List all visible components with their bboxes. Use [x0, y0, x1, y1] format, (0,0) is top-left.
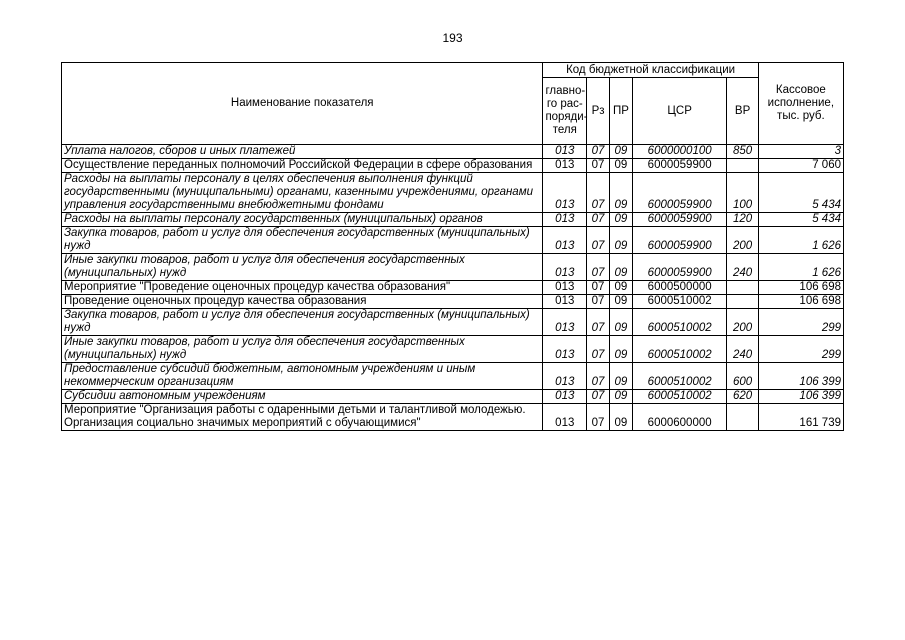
header-target-article: ЦСР: [632, 78, 727, 145]
row-main-manager-code: 013: [543, 295, 587, 309]
row-subsection-code: 09: [609, 254, 632, 281]
table-row: [62, 254, 844, 281]
row-subsection-code: 09: [609, 281, 632, 295]
row-cash-execution: 1 626: [758, 227, 843, 254]
table-row: [62, 173, 844, 213]
row-section-code: 07: [587, 390, 610, 404]
row-cash-execution: 3: [758, 145, 843, 159]
row-section-code: 07: [587, 363, 610, 390]
row-section-code: 07: [587, 404, 610, 431]
row-section-code: 07: [587, 295, 610, 309]
row-main-manager-code: 013: [543, 159, 587, 173]
header-cash-execution: Кассовое исполнение, тыс. руб.: [758, 63, 843, 145]
row-target-article-code: 6000510002: [632, 295, 727, 309]
row-name: Закупка товаров, работ и услуг для обеспечения государственных (муниципальных) нужд: [62, 309, 543, 336]
table-row: [62, 363, 844, 390]
row-name: Расходы на выплаты персоналу государственных (муниципальных) органов: [62, 213, 543, 227]
row-cash-execution: 161 739: [758, 404, 843, 431]
row-main-manager-code: 013: [543, 254, 587, 281]
row-expense-type-code: 850: [727, 145, 758, 159]
row-cash-execution: 299: [758, 336, 843, 363]
row-name: Закупка товаров, работ и услуг для обеспечения государственных (муниципальных) нужд: [62, 227, 543, 254]
row-subsection-code: 09: [609, 159, 632, 173]
row-section-code: 07: [587, 159, 610, 173]
row-expense-type-code: 600: [727, 363, 758, 390]
row-name: Иные закупки товаров, работ и услуг для обеспечения государственных (муниципальных) нужд: [62, 254, 543, 281]
row-target-article-code: 6000059900: [632, 254, 727, 281]
row-expense-type-code: 240: [727, 254, 758, 281]
table-row: [62, 295, 844, 309]
row-subsection-code: 09: [609, 363, 632, 390]
row-cash-execution: 106 698: [758, 281, 843, 295]
header-name: Наименование показателя: [62, 63, 543, 145]
row-section-code: 07: [587, 309, 610, 336]
row-cash-execution: 5 434: [758, 173, 843, 213]
row-subsection-code: 09: [609, 390, 632, 404]
row-cash-execution: 106 399: [758, 390, 843, 404]
table-row: [62, 213, 844, 227]
row-target-article-code: 6000510002: [632, 309, 727, 336]
row-cash-execution: 5 434: [758, 213, 843, 227]
row-target-article-code: 6000059900: [632, 173, 727, 213]
row-name: Субсидии автономным учреждениям: [62, 390, 543, 404]
table-row: [62, 309, 844, 336]
row-target-article-code: 6000600000: [632, 404, 727, 431]
table-row: [62, 227, 844, 254]
row-name: Проведение оценочных процедур качества образования: [62, 295, 543, 309]
row-subsection-code: 09: [609, 295, 632, 309]
row-target-article-code: 6000059900: [632, 213, 727, 227]
header-subsection: ПР: [609, 78, 632, 145]
row-cash-execution: 299: [758, 309, 843, 336]
row-name: Осуществление переданных полномочий Российской Федерации в сфере образования: [62, 159, 543, 173]
table-row: [62, 404, 844, 431]
row-main-manager-code: 013: [543, 404, 587, 431]
row-name: Расходы на выплаты персоналу в целях обеспечения выполнения функций государственными (муниципальными) органами, казенными учреждениями, органами управления государственными внебюджетными фондами: [62, 173, 543, 213]
row-subsection-code: 09: [609, 309, 632, 336]
row-expense-type-code: 240: [727, 336, 758, 363]
row-cash-execution: 106 698: [758, 295, 843, 309]
row-main-manager-code: 013: [543, 213, 587, 227]
row-name: Иные закупки товаров, работ и услуг для обеспечения государственных (муниципальных) нужд: [62, 336, 543, 363]
row-expense-type-code: 100: [727, 173, 758, 213]
row-cash-execution: 7 060: [758, 159, 843, 173]
row-section-code: 07: [587, 227, 610, 254]
budget-execution-table: [61, 62, 844, 431]
row-main-manager-code: 013: [543, 336, 587, 363]
row-target-article-code: 6000059900: [632, 159, 727, 173]
row-expense-type-code: 200: [727, 309, 758, 336]
header-main-manager: главно-го рас-поряди-теля: [543, 78, 587, 145]
row-main-manager-code: 013: [543, 281, 587, 295]
header-section: Рз: [587, 78, 610, 145]
row-section-code: 07: [587, 213, 610, 227]
table-row: [62, 159, 844, 173]
row-expense-type-code: [727, 159, 758, 173]
page-number: 193: [442, 31, 463, 45]
table-row: [62, 336, 844, 363]
header-row-top: [62, 63, 844, 78]
row-name: Уплата налогов, сборов и иных платежей: [62, 145, 543, 159]
row-main-manager-code: 013: [543, 309, 587, 336]
table-row: [62, 145, 844, 159]
row-target-article-code: 6000000100: [632, 145, 727, 159]
row-subsection-code: 09: [609, 145, 632, 159]
row-subsection-code: 09: [609, 173, 632, 213]
row-expense-type-code: [727, 404, 758, 431]
row-name: Мероприятие "Проведение оценочных процедур качества образования": [62, 281, 543, 295]
row-main-manager-code: 013: [543, 145, 587, 159]
row-expense-type-code: 200: [727, 227, 758, 254]
row-section-code: 07: [587, 254, 610, 281]
header-budget-classification: Код бюджетной классификации: [543, 63, 758, 78]
row-subsection-code: 09: [609, 336, 632, 363]
row-expense-type-code: 120: [727, 213, 758, 227]
row-main-manager-code: 013: [543, 363, 587, 390]
row-main-manager-code: 013: [543, 227, 587, 254]
row-section-code: 07: [587, 173, 610, 213]
row-section-code: 07: [587, 281, 610, 295]
row-cash-execution: 1 626: [758, 254, 843, 281]
row-expense-type-code: 620: [727, 390, 758, 404]
row-target-article-code: 6000059900: [632, 227, 727, 254]
row-target-article-code: 6000500000: [632, 281, 727, 295]
row-target-article-code: 6000510002: [632, 363, 727, 390]
row-section-code: 07: [587, 145, 610, 159]
row-expense-type-code: [727, 281, 758, 295]
row-subsection-code: 09: [609, 213, 632, 227]
row-main-manager-code: 013: [543, 173, 587, 213]
row-target-article-code: 6000510002: [632, 336, 727, 363]
table-row: [62, 390, 844, 404]
row-subsection-code: 09: [609, 404, 632, 431]
row-target-article-code: 6000510002: [632, 390, 727, 404]
row-section-code: 07: [587, 336, 610, 363]
row-subsection-code: 09: [609, 227, 632, 254]
header-expense-type: ВР: [727, 78, 758, 145]
row-name: Предоставление субсидий бюджетным, автономным учреждениям и иным некоммерческим организациям: [62, 363, 543, 390]
row-main-manager-code: 013: [543, 390, 587, 404]
row-expense-type-code: [727, 295, 758, 309]
row-name: Мероприятие "Организация работы с одаренными детьми и талантливой молодежью. Организация социально значимых мероприятий с обучающимися": [62, 404, 543, 431]
table-row: [62, 281, 844, 295]
row-cash-execution: 106 399: [758, 363, 843, 390]
